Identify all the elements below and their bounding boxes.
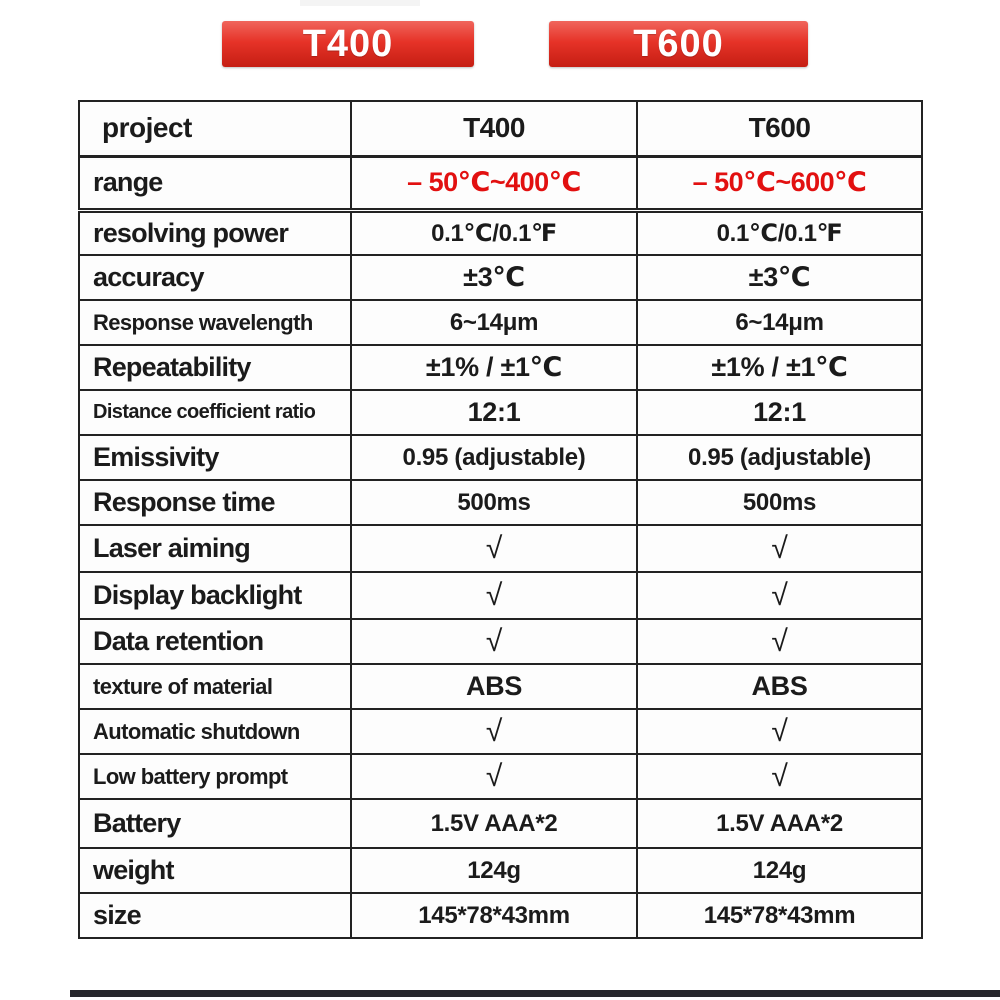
table-row-response-wavelength [79, 300, 922, 345]
table-row-battery [79, 799, 922, 848]
t400-badge-label: T400 [302, 23, 394, 65]
header-t600: T600 [637, 101, 922, 156]
row-label: weight [79, 848, 351, 893]
row-label: Emissivity [79, 435, 351, 480]
row-label: Distance coefficient ratio [79, 390, 351, 435]
row-label: size [79, 893, 351, 938]
row-label: Repeatability [79, 345, 351, 390]
t600-badge [549, 21, 808, 67]
row-value-t400: 1.5V AAA*2 [351, 799, 637, 848]
table-row-data-retention [79, 619, 922, 664]
row-label: Display backlight [79, 572, 351, 619]
spec-comparison-table [78, 100, 923, 939]
row-value-t600: ABS [637, 664, 922, 709]
row-value-t600: √ [637, 619, 922, 664]
row-value-t400: 124g [351, 848, 637, 893]
table-row-display-backlight [79, 572, 922, 619]
table-row-resolving-power [79, 210, 922, 255]
row-value-t600: √ [637, 572, 922, 619]
row-value-t600: 6~14μm [637, 300, 922, 345]
row-value-t400: √ [351, 619, 637, 664]
table-row-low-battery-prompt [79, 754, 922, 799]
row-label: Laser aiming [79, 525, 351, 572]
row-value-t600: √ [637, 709, 922, 754]
bottom-divider-bar [70, 990, 1000, 997]
table-row-distance-coefficient-ratio [79, 390, 922, 435]
row-value-t600: 0.1℃/0.1℉ [637, 210, 922, 255]
table-row-emissivity [79, 435, 922, 480]
table-row-texture-of-material [79, 664, 922, 709]
row-label: Data retention [79, 619, 351, 664]
row-value-t600: 500ms [637, 480, 922, 525]
row-label: Low battery prompt [79, 754, 351, 799]
table-row-size [79, 893, 922, 938]
row-label: Response time [79, 480, 351, 525]
scan-artifact [300, 0, 420, 6]
row-label: Battery [79, 799, 351, 848]
row-value-t600: 12:1 [637, 390, 922, 435]
row-value-t400: 0.95 (adjustable) [351, 435, 637, 480]
table-row-response-time [79, 480, 922, 525]
t400-badge [222, 21, 474, 67]
row-value-t600: 124g [637, 848, 922, 893]
row-value-t600: ±3℃ [637, 255, 922, 300]
row-value-t600: ±1% / ±1℃ [637, 345, 922, 390]
table-row-accuracy [79, 255, 922, 300]
row-value-t400: 145*78*43mm [351, 893, 637, 938]
row-value-t400: √ [351, 754, 637, 799]
row-value-t400: ±1% / ±1℃ [351, 345, 637, 390]
table-row-weight [79, 848, 922, 893]
row-value-t400: √ [351, 572, 637, 619]
table-row-repeatability [79, 345, 922, 390]
row-value-t400: √ [351, 709, 637, 754]
row-value-t400: ABS [351, 664, 637, 709]
row-value-t400: √ [351, 525, 637, 572]
row-value-t600: √ [637, 525, 922, 572]
table-row-automatic-shutdown [79, 709, 922, 754]
table-header-row [79, 101, 922, 156]
row-value-t400: 6~14μm [351, 300, 637, 345]
row-label: Response wavelength [79, 300, 351, 345]
row-value-t400: 0.1℃/0.1℉ [351, 210, 637, 255]
row-value-t600: 145*78*43mm [637, 893, 922, 938]
row-value-t400: – 50℃~400℃ [351, 156, 637, 210]
row-value-t400: ±3℃ [351, 255, 637, 300]
row-label: accuracy [79, 255, 351, 300]
row-label: Automatic shutdown [79, 709, 351, 754]
row-value-t600: – 50℃~600℃ [637, 156, 922, 210]
table-row-laser-aiming [79, 525, 922, 572]
row-value-t400: 500ms [351, 480, 637, 525]
row-label: range [79, 156, 351, 210]
row-value-t600: √ [637, 754, 922, 799]
header-t400: T400 [351, 101, 637, 156]
row-value-t600: 1.5V AAA*2 [637, 799, 922, 848]
row-label: resolving power [79, 210, 351, 255]
t600-badge-label: T600 [633, 23, 724, 65]
row-value-t400: 12:1 [351, 390, 637, 435]
row-label: texture of material [79, 664, 351, 709]
row-value-t600: 0.95 (adjustable) [637, 435, 922, 480]
header-project: project [79, 101, 351, 156]
table-row-range [79, 156, 922, 210]
